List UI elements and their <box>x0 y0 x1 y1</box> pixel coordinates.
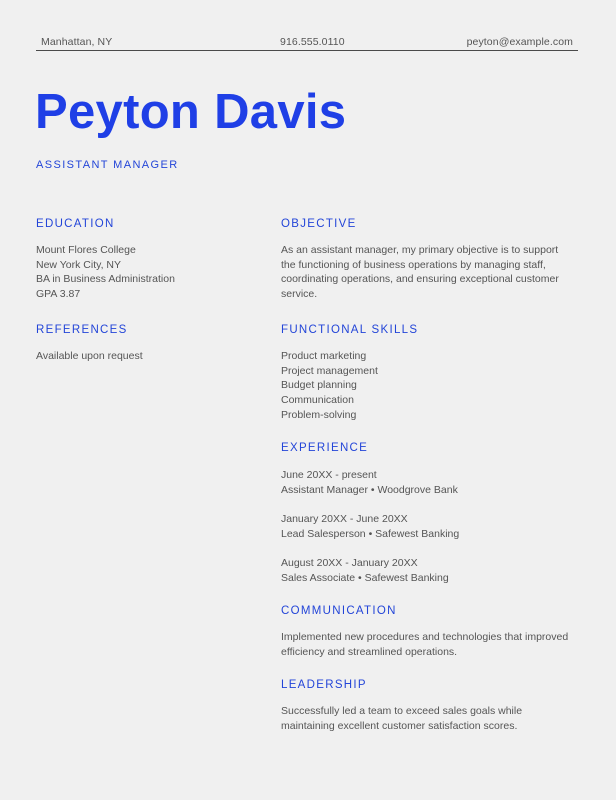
experience-dates: January 20XX - June 20XX <box>281 513 408 525</box>
education-details <box>36 243 175 302</box>
education-line: New York City, NY <box>36 258 121 271</box>
skill-item: Communication <box>281 394 354 407</box>
leadership-text: Successfully led a team to exceed sales goals while maintaining excellent customer satisfaction scores. <box>281 705 523 732</box>
experience-dates: June 20XX - present <box>281 469 377 481</box>
experience-entry <box>281 512 459 541</box>
experience-role: Lead Salesperson • Safewest Banking <box>281 527 460 540</box>
education-line: GPA 3.87 <box>36 288 81 301</box>
functional-skills-list <box>281 349 378 423</box>
experience-heading: EXPERIENCE <box>281 442 369 454</box>
job-title: ASSISTANT MANAGER <box>36 159 179 171</box>
functional-skills-heading: FUNCTIONAL SKILLS <box>281 324 419 336</box>
objective-heading: OBJECTIVE <box>281 218 357 230</box>
education-line: BA in Business Administration <box>36 273 175 286</box>
experience-dates: August 20XX - January 20XX <box>281 557 418 569</box>
candidate-name: Peyton Davis <box>35 85 347 139</box>
education-line: Mount Flores College <box>36 244 136 256</box>
references-heading: REFERENCES <box>36 324 128 336</box>
references-text <box>36 349 143 364</box>
experience-role: Assistant Manager • Woodgrove Bank <box>281 483 458 496</box>
skill-item: Product marketing <box>281 350 367 362</box>
contact-bar <box>36 35 578 51</box>
experience-entry <box>281 556 449 585</box>
skill-item: Problem-solving <box>281 408 357 421</box>
contact-email: peyton@example.com <box>466 36 573 48</box>
skill-item: Project management <box>281 364 378 377</box>
references-line: Available upon request <box>36 350 143 362</box>
communication-text: Implemented new procedures and technologies that improved efficiency and streamlined operations. <box>281 631 569 658</box>
education-heading: EDUCATION <box>36 218 115 230</box>
experience-role: Sales Associate • Safewest Banking <box>281 571 449 584</box>
communication-heading: COMMUNICATION <box>281 605 397 617</box>
leadership-heading: LEADERSHIP <box>281 679 367 691</box>
contact-phone: 916.555.0110 <box>280 36 345 48</box>
experience-entry <box>281 468 458 497</box>
objective-text: As an assistant manager, my primary objective is to support the functioning of business operations by managing staff, coordinating operations, and ensuring exceptional customer service. <box>281 244 559 301</box>
skill-item: Budget planning <box>281 379 357 392</box>
contact-location: Manhattan, NY <box>41 36 113 48</box>
